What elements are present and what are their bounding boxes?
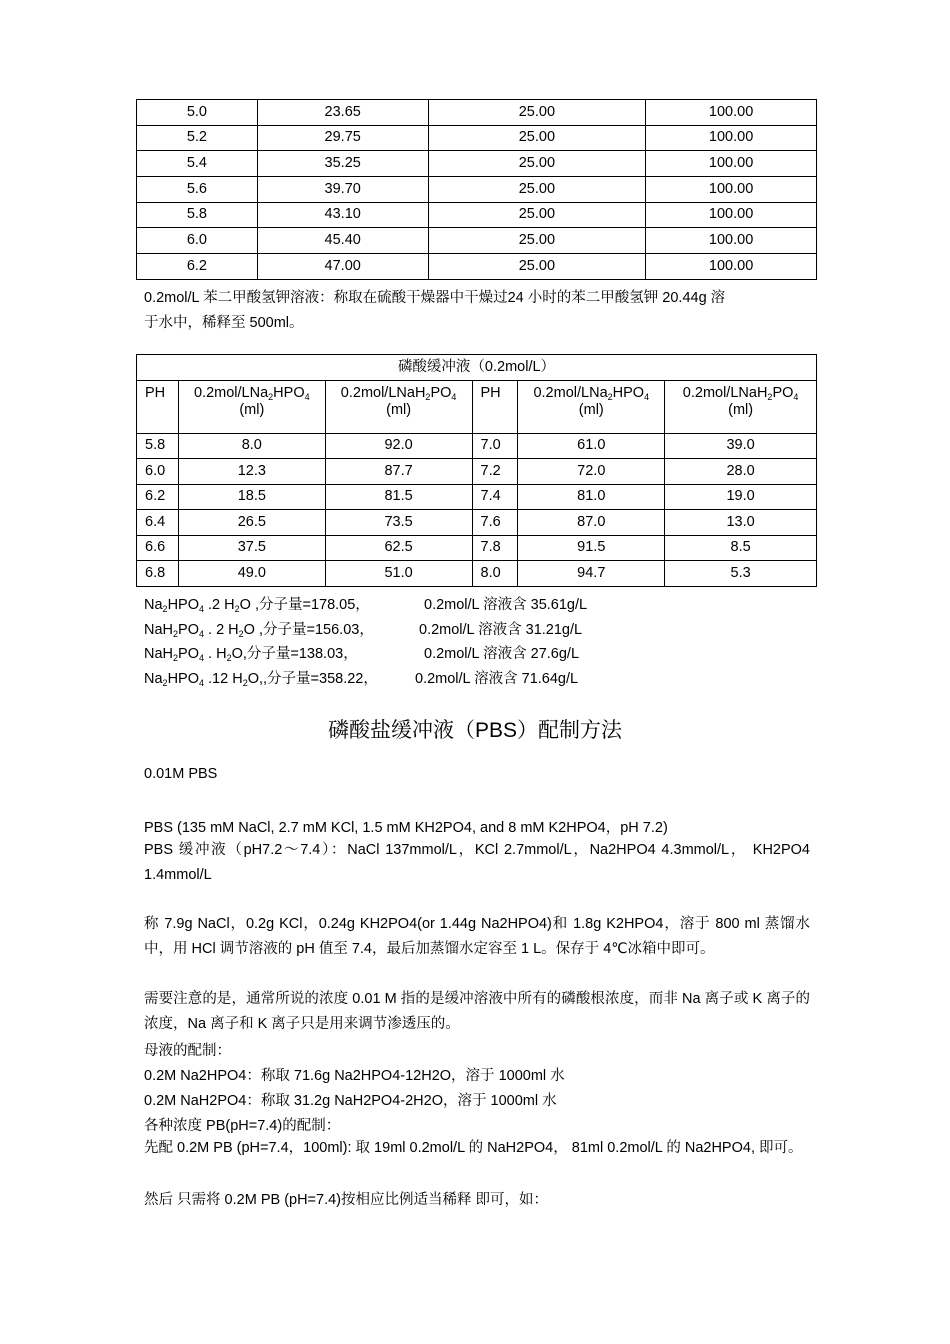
table-row bbox=[137, 100, 817, 126]
table-cell: 25.00 bbox=[428, 125, 646, 151]
header-na2hpo4: $0.2mol/LNa_2HPO_4$ (ml) bbox=[178, 380, 325, 433]
table-cell: 92.0 bbox=[325, 433, 472, 459]
table-cell: 8.0 bbox=[472, 561, 518, 587]
table-cell: 25.00 bbox=[428, 228, 646, 254]
table-cell: 62.5 bbox=[325, 535, 472, 561]
table-cell: 25.00 bbox=[428, 151, 646, 177]
header-nah2po4: $0.2mol/LNaH_2PO_4$ (ml) bbox=[325, 380, 472, 433]
pbs-preparation: 称 7.9g NaCl，0.2g KCl，0.24g KH2PO4(or 1.44g Na2HPO4)和 1.8g K2HPO4，溶于 800 ml 蒸馏水中，用 HCl 调节溶液的 pH 值至 7.4，最后加蒸馏水定容至 1 L。保存于 4℃冰箱中即可。 bbox=[144, 916, 810, 957]
molecular-weight-formula: $Na_2HPO_4$ .12 $H_2O$,,分子量=358.22， bbox=[144, 670, 378, 688]
table-cell: 100.00 bbox=[646, 151, 817, 177]
table-cell: 100.00 bbox=[646, 202, 817, 228]
solution-concentration: 0.2mol/L 溶液含 71.64g/L bbox=[415, 670, 579, 687]
table-cell: 5.8 bbox=[137, 433, 179, 459]
table-cell: 5.3 bbox=[665, 561, 817, 587]
table-cell: 29.75 bbox=[257, 125, 428, 151]
page-title: 磷酸盐缓冲液（PBS）配制方法 bbox=[327, 719, 623, 742]
table-cell: 26.5 bbox=[178, 510, 325, 536]
table-cell: 6.0 bbox=[137, 459, 179, 485]
pb-first-step: 先配 0.2M PB (pH=7.4，100ml): 取 19ml 0.2mol/L 的 NaH2PO4， 81ml 0.2mol/L 的 Na2HPO4, 即可。 bbox=[144, 1140, 803, 1156]
phosphate-buffer-table bbox=[136, 354, 817, 587]
header-ph-2: PH bbox=[472, 380, 518, 433]
pb-dilution: 然后 只需将 0.2M PB (pH=7.4)按相应比例适当稀释 即可，如： bbox=[144, 1192, 549, 1208]
table-cell: 37.5 bbox=[178, 535, 325, 561]
pb-heading: 各种浓度 PB(pH=7.4)的配制： bbox=[144, 1118, 341, 1134]
table-cell: 72.0 bbox=[518, 459, 665, 485]
table-cell: 87.0 bbox=[518, 510, 665, 536]
table-cell: 5.0 bbox=[137, 100, 258, 126]
table-cell: 47.00 bbox=[257, 254, 428, 280]
citrate-buffer-table bbox=[136, 99, 817, 280]
table-row bbox=[137, 484, 817, 510]
solution-concentration: 0.2mol/L 溶液含 35.61g/L bbox=[424, 597, 588, 613]
table-cell: 73.5 bbox=[325, 510, 472, 536]
header-ph: PH bbox=[137, 380, 179, 433]
pbs-composition-1: PBS (135 mM NaCl, 2.7 mM KCl, 1.5 mM KH2PO4, and 8 mM K2HPO4，pH 7.2) bbox=[144, 820, 668, 836]
table-cell: 7.0 bbox=[472, 433, 518, 459]
table-row bbox=[137, 535, 817, 561]
table-cell: 13.0 bbox=[665, 510, 817, 536]
table-cell: 6.0 bbox=[137, 228, 258, 254]
na2hpo4-stock: 0.2M Na2HPO4：称取 71.6g Na2HPO4-12H2O，溶于 1000ml 水 bbox=[144, 1068, 565, 1084]
table-cell: 39.70 bbox=[257, 177, 428, 203]
table-cell: 5.6 bbox=[137, 177, 258, 203]
table-cell: 25.00 bbox=[428, 100, 646, 126]
table-cell: 18.5 bbox=[178, 484, 325, 510]
note-line-1: 0.2mol/L 苯二甲酸氢钾溶液：称取在硫酸干燥器中干燥过24 小时的苯二甲酸氢钾 20.44g 溶 bbox=[144, 290, 726, 306]
table-row bbox=[137, 228, 817, 254]
molecular-weight-formula: $NaH_2PO_4$ . $H_2O$,分子量=138.03， bbox=[144, 646, 358, 663]
table-cell: 6.2 bbox=[137, 484, 179, 510]
table-cell: 49.0 bbox=[178, 561, 325, 587]
mother-liquor-heading: 母液的配制： bbox=[144, 1043, 231, 1059]
table-cell: 5.8 bbox=[137, 202, 258, 228]
table-row bbox=[137, 433, 817, 459]
table-row bbox=[137, 151, 817, 177]
table-cell: 6.4 bbox=[137, 510, 179, 536]
table-cell: 6.6 bbox=[137, 535, 179, 561]
table-row bbox=[137, 459, 817, 485]
table-row bbox=[137, 510, 817, 536]
header-na2hpo4-2: $0.2mol/LNa_2HPO_4$ (ml) bbox=[518, 380, 665, 433]
table-cell: 7.6 bbox=[472, 510, 518, 536]
table-cell: 12.3 bbox=[178, 459, 325, 485]
table-row bbox=[137, 125, 817, 151]
table-cell: 7.4 bbox=[472, 484, 518, 510]
table-cell: 81.0 bbox=[518, 484, 665, 510]
table-cell: 19.0 bbox=[665, 484, 817, 510]
solution-concentration: 0.2mol/L 溶液含 27.6g/L bbox=[424, 646, 580, 662]
pbs-concentration: 0.01M PBS bbox=[144, 766, 218, 782]
table-cell: 28.0 bbox=[665, 459, 817, 485]
table-row bbox=[137, 561, 817, 587]
table-row bbox=[137, 254, 817, 280]
table-cell: 25.00 bbox=[428, 177, 646, 203]
table-header-row bbox=[137, 380, 817, 433]
table-cell: 5.4 bbox=[137, 151, 258, 177]
table-cell: 100.00 bbox=[646, 228, 817, 254]
concentration-note: 需要注意的是，通常所说的浓度 0.01 M 指的是缓冲溶液中所有的磷酸根浓度，而非 Na 离子或 K 离子的浓度，Na 离子和 K 离子只是用来调节渗透压的。 bbox=[144, 991, 810, 1032]
table-cell: 25.00 bbox=[428, 202, 646, 228]
header-nah2po4-2: $0.2mol/LNaH_2PO_4$ (ml) bbox=[665, 380, 817, 433]
table-cell: 35.25 bbox=[257, 151, 428, 177]
table-cell: 91.5 bbox=[518, 535, 665, 561]
pbs-composition-2: PBS 缓冲液（pH7.2～7.4）：NaCl 137mmol/L，KCl 2.7mmol/L，Na2HPO4 4.3mmol/L， KH2PO4 1.4mmol/L bbox=[144, 842, 810, 883]
table-cell: 7.2 bbox=[472, 459, 518, 485]
table-cell: 81.5 bbox=[325, 484, 472, 510]
table-cell: 7.8 bbox=[472, 535, 518, 561]
table-cell: 94.7 bbox=[518, 561, 665, 587]
table-cell: 5.2 bbox=[137, 125, 258, 151]
table-cell: 45.40 bbox=[257, 228, 428, 254]
table-cell: 61.0 bbox=[518, 433, 665, 459]
table-cell: 43.10 bbox=[257, 202, 428, 228]
table-cell: 8.0 bbox=[178, 433, 325, 459]
table-cell: 25.00 bbox=[428, 254, 646, 280]
molecular-weight-formula: $NaH_2PO_4$ . 2 $H_2O$ ,分子量=156.03， bbox=[144, 621, 374, 639]
table-cell: 87.7 bbox=[325, 459, 472, 485]
solution-concentration: 0.2mol/L 溶液含 31.21g/L bbox=[419, 621, 583, 638]
table-caption: 磷酸缓冲液（0.2mol/L） bbox=[137, 355, 817, 381]
table-cell: 100.00 bbox=[646, 100, 817, 126]
table-cell: 8.5 bbox=[665, 535, 817, 561]
table-cell: 51.0 bbox=[325, 561, 472, 587]
table-cell: 100.00 bbox=[646, 254, 817, 280]
table-cell: 23.65 bbox=[257, 100, 428, 126]
table-cell: 100.00 bbox=[646, 177, 817, 203]
table-row bbox=[137, 202, 817, 228]
table-row bbox=[137, 177, 817, 203]
table-cell: 6.2 bbox=[137, 254, 258, 280]
molecular-weight-formula: $Na_2HPO_4$ .2 $H_2O$ ,分子量=178.05， bbox=[144, 597, 370, 614]
table-cell: 6.8 bbox=[137, 561, 179, 587]
note-line-2: 于水中，稀释至 500ml。 bbox=[144, 315, 304, 331]
table-cell: 39.0 bbox=[665, 433, 817, 459]
table-cell: 100.00 bbox=[646, 125, 817, 151]
nah2po4-stock: 0.2M NaH2PO4：称取 31.2g NaH2PO4-2H2O，溶于 1000ml 水 bbox=[144, 1093, 557, 1109]
